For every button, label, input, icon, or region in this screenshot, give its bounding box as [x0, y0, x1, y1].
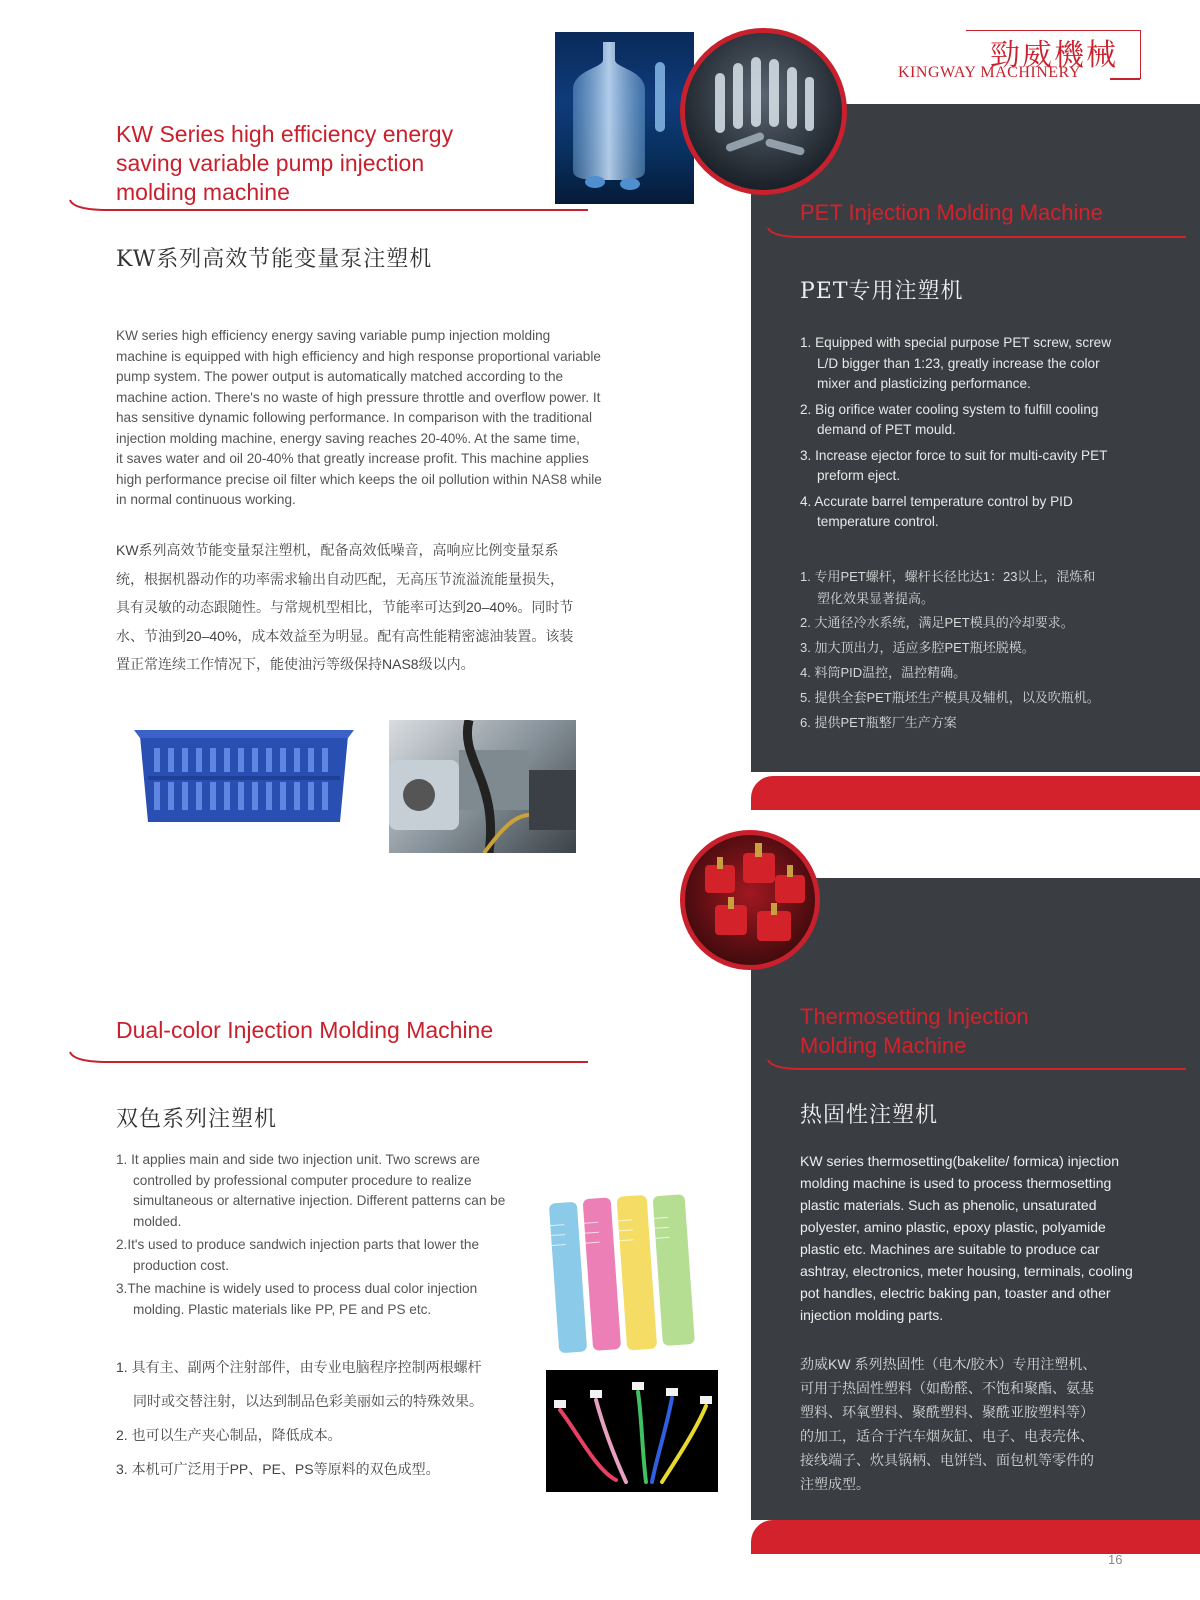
- pet-swoosh-divider: [766, 226, 1186, 242]
- text-line: pump system. The power output is automatically matched according to the: [116, 369, 564, 384]
- dual-title-cn: 双色系列注塑机: [116, 1107, 278, 1132]
- section1-title-line: KW Series high efficiency energy: [116, 121, 454, 147]
- text-line: 接线端子、炊具锅柄、电饼铛、面包机等零件的: [800, 1452, 1094, 1468]
- text-line: L/D bigger than 1:23, greatly increase the color: [817, 355, 1100, 371]
- dual-point: [116, 1150, 536, 1232]
- text-line: preform eject.: [817, 468, 901, 483]
- text-line: KW系列高效节能变量泵注塑机，配备高效低噪音，高响应比例变量泵系: [116, 542, 559, 558]
- dual-points-en: [116, 1150, 536, 1320]
- text-line: plastic materials. Such as phenolic, unsaturated: [800, 1197, 1097, 1213]
- text-line: 2. Big orifice water cooling system to fulfill cooling: [800, 401, 1099, 417]
- text-line: KW series high efficiency energy saving variable pump injection molding: [116, 328, 551, 343]
- text-line: temperature control.: [817, 514, 939, 529]
- text-line: ashtray, electronics, meter housing, terminals, cooling: [800, 1263, 1133, 1279]
- text-line: plastic etc. Machines are suitable to produce car: [800, 1241, 1100, 1257]
- dual-swoosh-divider: [68, 1050, 588, 1068]
- text-line: has sensitive dynamic following performance. In comparison with the traditional: [116, 410, 593, 425]
- logo-chinese: 勁威機械: [990, 38, 1118, 73]
- thermoset-title-en: [800, 1002, 1029, 1060]
- pet-points-cn: [800, 566, 1160, 735]
- text-line: 塑化效果显著提高。: [817, 591, 935, 606]
- text-line: KW series thermosetting(bakelite/ formica) injection: [800, 1153, 1120, 1169]
- text-line: 置正常连续工作情况下，能使油污等级保持NAS8级以内。: [116, 656, 475, 672]
- section1-body-en: [116, 326, 636, 511]
- text-line: 4. 料筒PID温控，温控精确。: [800, 665, 967, 680]
- text-line: 同时或交替注射，以达到制品色彩美丽如云的特殊效果。: [133, 1393, 483, 1409]
- text-line: demand of PET mould.: [817, 422, 956, 437]
- text-line: mixer and plasticizing performance.: [817, 376, 1031, 391]
- dual-point: [116, 1235, 536, 1276]
- text-line: 6. 提供PET瓶整厂生产方案: [800, 715, 957, 730]
- text-line: pot handles, electric baking pan, toaster and other: [800, 1285, 1111, 1301]
- text-line: 2. 大通径冷水系统，满足PET模具的冷却要求。: [800, 615, 1074, 630]
- dual-points-cn: [116, 1350, 536, 1486]
- text-line: molding machine is used to process thermosetting: [800, 1175, 1112, 1191]
- pet-points-en: [800, 333, 1160, 533]
- text-line: 1. 专用PET螺杆，螺杆长径比达1：23以上，混炼和: [800, 569, 1096, 584]
- pet-title-cn: PET专用注塑机: [800, 279, 964, 304]
- thermoset-panel-red-band: [751, 1520, 1200, 1554]
- thermoset-swoosh-divider: [766, 1058, 1186, 1074]
- section1-title-line: saving variable pump injection: [116, 150, 425, 176]
- text-line: simultaneous or alternative injection. Different patterns can be: [133, 1193, 506, 1208]
- section1-body-cn: [116, 536, 636, 679]
- text-line: injection molding parts.: [800, 1307, 944, 1323]
- page-number: 16: [1108, 1552, 1123, 1567]
- section1-title-line: molding machine: [116, 179, 290, 205]
- logo-english: KINGWAY MACHINERY: [898, 64, 1081, 81]
- toothbrushes-photo: [546, 1370, 718, 1492]
- dual-point: [116, 1279, 536, 1320]
- text-line: 统，根据机器动作的功率需求输出自动匹配，无高压节流溢流能量损失，: [116, 570, 564, 587]
- text-line: in normal continuous working.: [116, 492, 296, 507]
- text-line: 3. Increase ejector force to suit for multi-cavity PET: [800, 447, 1108, 463]
- text-line: controlled by professional computer procedure to realize: [133, 1172, 472, 1188]
- section1-title-en: [116, 120, 453, 207]
- text-line: molded.: [133, 1213, 182, 1229]
- text-line: production cost.: [133, 1257, 229, 1273]
- dual-title-en: Dual-color Injection Molding Machine: [116, 1017, 494, 1043]
- text-line: 3. 本机可广泛用于PP、PE、PS等原料的双色成型。: [116, 1461, 440, 1477]
- text-line: 的加工，适合于汽车烟灰缸、电子、电表壳体、: [800, 1428, 1094, 1444]
- blue-crate-photo: [134, 722, 354, 828]
- pet-point: [800, 333, 1160, 395]
- pet-preforms-circle-photo: [680, 28, 847, 195]
- text-line: 可用于热固性塑料（如酚醛、不饱和聚酯、氨基: [800, 1380, 1094, 1396]
- text-line: 3.The machine is widely used to process dual color injection: [116, 1281, 478, 1296]
- text-line: 5. 提供全套PET瓶坯生产模具及辅机，以及吹瓶机。: [800, 690, 1100, 705]
- thermoset-title-cn: 热固性注塑机: [800, 1103, 939, 1128]
- text-line: 劲威KW 系列热固性（电木/胶木）专用注塑机、: [800, 1356, 1097, 1372]
- text-line: 注塑成型。: [800, 1476, 870, 1492]
- pump-motor-photo: [389, 720, 576, 853]
- text-line: molding. Plastic materials like PP, PE and PS etc.: [133, 1301, 432, 1317]
- text-line: machine is equipped with high efficiency and high response proportional variable: [116, 348, 601, 364]
- text-line: polyester, amino plastic, epoxy plastic, polyamide: [800, 1219, 1106, 1235]
- text-line: 1. 具有主、副两个注射部件，由专业电脑程序控制两根螺杆: [116, 1359, 482, 1375]
- thermoset-body-en: [800, 1150, 1160, 1326]
- pet-point: [800, 446, 1160, 487]
- text-line: 1. Equipped with special purpose PET screw, screw: [800, 335, 1112, 350]
- text-line: 2. 也可以生产夹心制品，降低成本。: [116, 1427, 342, 1443]
- section1-swoosh-divider: [68, 198, 588, 216]
- text-line: 2.It's used to produce sandwich injection parts that lower the: [116, 1237, 480, 1252]
- title-line: Molding Machine: [800, 1033, 967, 1058]
- text-line: it saves water and oil 20-40% that greatly increase profit. This machine applies: [116, 451, 589, 466]
- pet-point: [800, 492, 1160, 533]
- pet-title-en: PET Injection Molding Machine: [800, 200, 1103, 225]
- text-line: 塑料、环氧塑料、聚酰塑料、聚酰亚胺塑料等）: [800, 1404, 1094, 1420]
- title-line: Thermosetting Injection: [800, 1004, 1029, 1029]
- pet-point: [800, 400, 1160, 441]
- combs-photo: [546, 1190, 718, 1360]
- text-line: 4. Accurate barrel temperature control by PID: [800, 493, 1073, 509]
- text-line: machine action. There's no waste of high pressure throttle and overflow power. It: [116, 389, 601, 405]
- thermoset-body-cn: [800, 1352, 1160, 1496]
- thermoset-parts-circle-photo: [680, 830, 820, 970]
- text-line: 具有灵敏的动态跟随性。与常规机型相比，节能率可达到20–40%。同时节: [116, 599, 574, 615]
- text-line: 3. 加大顶出力，适应多腔PET瓶坯脱模。: [800, 640, 1035, 655]
- logo-underline: [1110, 78, 1140, 80]
- text-line: 水、节油到20–40%，成本效益至为明显。配有高性能精密滤油装置。该装: [116, 627, 574, 644]
- pet-panel-red-band: [751, 776, 1200, 810]
- water-bottle-photo: [555, 32, 694, 204]
- text-line: high performance precise oil filter which keeps the oil pollution within NAS8 while: [116, 471, 602, 487]
- text-line: injection molding machine, energy saving reaches 20-40%. At the same time,: [116, 430, 580, 446]
- text-line: 1. It applies main and side two injection unit. Two screws are: [116, 1152, 480, 1167]
- section1-title-cn: KW系列高效节能变量泵注塑机: [116, 247, 433, 272]
